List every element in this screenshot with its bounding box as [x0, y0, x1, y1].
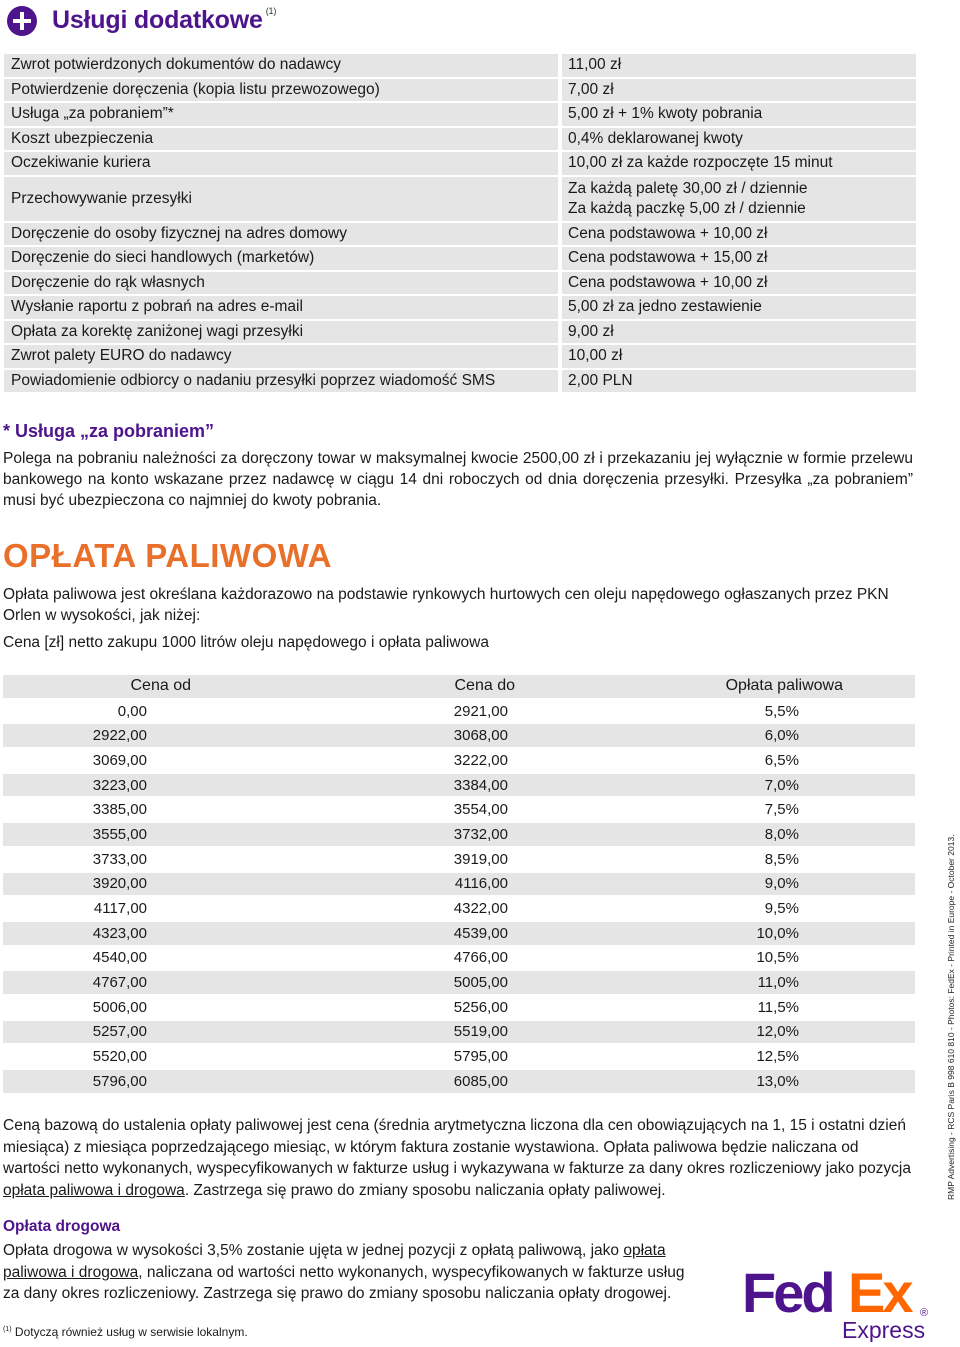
service-row: [4, 296, 916, 319]
table-row: [3, 798, 915, 821]
fuel-note-part: . Zastrzega się prawo do zmiany sposobu naliczania opłaty paliwowej.: [184, 1181, 666, 1199]
cell-price-from: 3920,00: [92, 875, 147, 893]
table-row: [3, 947, 915, 970]
table-row: [3, 1021, 915, 1044]
service-price: [562, 321, 916, 344]
cell-price-to: 3384,00: [453, 776, 508, 794]
cell-price-from: 3385,00: [92, 801, 147, 819]
cell-fuel-fee: 11,0%: [757, 974, 799, 992]
service-name: Opłata za korektę zaniżonej wagi przesyłki: [4, 321, 558, 344]
fuel-note-part: Ceną bazową do ustalenia opłaty paliwowej jest cena (średnia arytmetyczna liczona dla cen obowiązujących na 1, 15 i ostatni dzień miesiąca) z miesiąca poprzedzającego miesiąc, w którym faktura zostanie wystawiona. Opłata paliwowa będzie naliczana od wartości netto wykonanych, wyspecyfikowanych w fakturze usług i wykazywana w fakturze za dany okres rozliczeniowy jako pozycja: [3, 1117, 911, 1177]
cell-price-from: 5006,00: [92, 998, 147, 1016]
service-price: [562, 128, 916, 151]
service-price: [562, 370, 916, 393]
service-name: Zwrot potwierdzonych dokumentów do nadawcy: [4, 54, 558, 77]
table-row: [3, 922, 915, 945]
cell-price-from: 4767,00: [92, 974, 147, 992]
cell-fuel-fee: 12,0%: [756, 1023, 799, 1041]
fuel-section-title: OPŁATA PALIWOWA: [3, 537, 332, 574]
side-imprint-text: RMP Advertising - RCS Paris B 998 610 810 - Photos: FedEx - Printed in Europe - October 2013.: [946, 834, 956, 1200]
service-name: Doręczenie do rąk własnych: [4, 272, 558, 295]
service-price-line: Cena podstawowa + 15,00 zł: [568, 249, 768, 266]
cell-price-to: 5256,00: [453, 998, 508, 1016]
fuel-intro-text: Opłata paliwowa jest określana każdorazowo na podstawie rynkowych hurtowych cen oleju napędowego ogłaszanych przez PKN Orlen w wysokości, jak niżej:: [3, 586, 889, 624]
column-header-fuel-fee: Opłata paliwowa: [725, 677, 843, 695]
service-row: [4, 152, 916, 175]
cell-price-to: 4539,00: [453, 924, 508, 942]
logo-ex-text: Ex: [848, 1262, 911, 1324]
column-header-price-from: Cena od: [130, 677, 191, 695]
table-row: [3, 823, 915, 846]
page-title: [52, 6, 276, 35]
service-price-line: Cena podstawowa + 10,00 zł: [568, 224, 768, 242]
service-price: [562, 272, 916, 295]
table-row: [3, 873, 915, 896]
cell-price-from: 5520,00: [92, 1048, 147, 1066]
service-price-line: 10,00 zł: [568, 347, 623, 364]
cell-price-to: 3732,00: [453, 825, 508, 843]
cell-price-to: 5795,00: [453, 1048, 508, 1066]
logo-fed-text: Fed: [742, 1262, 833, 1324]
service-price-line: Za każdą paczkę 5,00 zł / dziennie: [568, 199, 806, 217]
cell-price-from: 4540,00: [92, 949, 147, 967]
service-name: Koszt ubezpieczenia: [4, 128, 558, 151]
service-name: Przechowywanie przesyłki: [4, 177, 558, 221]
cell-price-to: 4116,00: [454, 875, 508, 893]
service-name: Doręczenie do osoby fizycznej na adres domowy: [4, 223, 558, 246]
cell-price-from: 5257,00: [92, 1023, 147, 1041]
service-row: [4, 223, 916, 246]
service-price-line: Za każdą paletę 30,00 zł / dziennie: [568, 179, 808, 197]
road-fee-text: [3, 1240, 703, 1305]
service-row: [4, 321, 916, 344]
fuel-surcharge-table: [3, 675, 915, 1095]
cell-price-to: 3068,00: [453, 727, 508, 745]
fuel-note-text: [3, 1115, 913, 1201]
table-row: [3, 774, 915, 797]
service-price: [562, 152, 916, 175]
cell-price-from: 3223,00: [92, 776, 147, 794]
cell-price-to: 3554,00: [453, 801, 508, 819]
cell-fuel-fee: 11,5%: [757, 998, 799, 1016]
services-table: [4, 54, 916, 394]
service-price-line: 5,00 zł + 1% kwoty pobrania: [568, 105, 763, 122]
service-name: Zwrot palety EURO do nadawcy: [4, 345, 558, 368]
cell-price-to: 5005,00: [453, 974, 508, 992]
page-title-footnote-marker: (1): [265, 6, 277, 16]
road-fee-highlight: opłata paliwowa i drogowa: [3, 1242, 666, 1281]
cell-fuel-fee: 10,0%: [756, 924, 799, 942]
service-price-line: 7,00 zł: [568, 80, 614, 98]
cell-fuel-fee: 8,0%: [764, 825, 799, 843]
service-row: [4, 272, 916, 295]
cell-price-from: 4117,00: [93, 900, 147, 918]
fuel-table-body: [3, 700, 915, 1093]
cell-fuel-fee: 9,0%: [764, 875, 799, 893]
cell-fuel-fee: 9,5%: [764, 900, 799, 918]
table-row: [3, 1070, 915, 1093]
cell-price-to: 2921,00: [453, 702, 508, 720]
logo-registered-mark: ®: [920, 1307, 929, 1319]
service-price-line: 9,00 zł: [568, 322, 614, 340]
cell-price-from: 3555,00: [92, 825, 147, 843]
cell-price-from: 0,00: [117, 702, 147, 720]
table-row: [3, 749, 915, 772]
cell-price-to: 5519,00: [453, 1023, 508, 1041]
page-title-text: Usługi dodatkowe: [52, 6, 263, 34]
table-row: [3, 971, 915, 994]
road-fee-title: Opłata drogowa: [3, 1218, 121, 1235]
footnote-marker: (1): [3, 1326, 12, 1333]
cell-price-to: 6085,00: [453, 1072, 508, 1090]
table-row: [3, 700, 915, 723]
table-row: [3, 724, 915, 747]
service-row: [4, 103, 916, 126]
service-price: [562, 103, 916, 126]
cod-note-title: * Usługa „za pobraniem”: [3, 421, 215, 441]
table-row: [3, 1045, 915, 1068]
service-row: [4, 247, 916, 270]
service-price: [562, 247, 916, 270]
service-price: [562, 54, 916, 77]
cell-fuel-fee: 12,5%: [756, 1048, 799, 1066]
service-row: [4, 177, 916, 221]
column-header-price-to: Cena do: [454, 677, 515, 695]
service-price-line: 2,00 PLN: [568, 371, 633, 389]
service-price-line: 10,00 zł za każde rozpoczęte 15 minut: [568, 154, 833, 171]
cell-price-from: 3069,00: [92, 751, 147, 769]
cell-fuel-fee: 6,5%: [764, 751, 799, 769]
service-price: [562, 296, 916, 319]
cell-price-to: 4322,00: [453, 900, 508, 918]
service-name: Usługa „za pobraniem”*: [4, 103, 558, 126]
service-price-line: Cena podstawowa + 10,00 zł: [568, 273, 768, 291]
cell-price-from: 5796,00: [92, 1072, 147, 1090]
service-name: Wysłanie raportu z pobrań na adres e-mail: [4, 296, 558, 319]
road-fee-part: , naliczana od wartości netto wykonanych, wyspecyfikowanych w fakturze usług za dany okres rozliczeniowy. Zastrzega się prawo do zmiany sposobu naliczania opłaty drogowej.: [3, 1263, 685, 1302]
cell-fuel-fee: 5,5%: [764, 702, 799, 720]
cell-price-from: 4323,00: [92, 924, 147, 942]
fuel-note-highlight: opłata paliwowa i drogowa: [3, 1181, 185, 1199]
logo-express-text: Express: [842, 1317, 926, 1342]
cell-fuel-fee: 6,0%: [764, 727, 799, 745]
service-name: Potwierdzenie doręczenia (kopia listu przewozowego): [4, 79, 558, 102]
table-row: [3, 897, 915, 920]
service-price: [562, 345, 916, 368]
road-fee-part: Opłata drogowa w wysokości 3,5% zostanie ujęta w jednej pozycji z opłatą paliwową, jako: [3, 1242, 624, 1259]
cell-price-to: 4766,00: [453, 949, 508, 967]
service-row: [4, 79, 916, 102]
service-name: Doręczenie do sieci handlowych (marketów): [4, 247, 558, 270]
service-row: [4, 345, 916, 368]
service-row: [4, 128, 916, 151]
service-price: [562, 177, 916, 221]
cell-price-from: 3733,00: [92, 850, 147, 868]
cell-price-to: 3222,00: [453, 751, 508, 769]
service-price-line: 5,00 zł za jedno zestawienie: [568, 298, 762, 315]
service-price-line: 11,00 zł: [568, 56, 622, 73]
table-header-row: [3, 675, 915, 698]
cell-fuel-fee: 8,5%: [764, 850, 799, 868]
service-price: [562, 223, 916, 246]
cell-price-to: 3919,00: [453, 850, 508, 868]
cell-fuel-fee: 10,5%: [756, 949, 799, 967]
cod-note-text: Polega na pobraniu należności za doręczony towar w maksymalnej kwocie 2500,00 zł i przekazaniu jej wyłącznie w formie przelewu bankowego na konto wskazane przez nadawcę w ciągu 14 dni roboczych od dnia doręczenia przesyłki. Przesyłka „za pobraniem” musi być ubezpieczona co najmniej do kwoty pobrania.: [3, 450, 913, 509]
service-row: [4, 370, 916, 393]
service-name: Powiadomienie odbiorcy o nadaniu przesyłki poprzez wiadomość SMS: [4, 370, 558, 393]
service-name: Oczekiwanie kuriera: [4, 152, 558, 175]
footnote: [3, 1325, 248, 1339]
table-row: [3, 996, 915, 1019]
cell-fuel-fee: 7,0%: [764, 776, 799, 794]
cell-price-from: 2922,00: [92, 727, 147, 745]
service-price-line: 0,4% deklarowanej kwoty: [568, 129, 743, 147]
table-row: [3, 848, 915, 871]
footnote-text: Dotyczą również usług w serwisie lokalnym.: [14, 1325, 248, 1339]
service-row: [4, 54, 916, 77]
plus-icon: [7, 6, 37, 36]
service-price: [562, 79, 916, 102]
cell-fuel-fee: 7,5%: [764, 801, 799, 819]
fedex-express-logo: [742, 1262, 932, 1342]
fuel-table-caption: Cena [zł] netto zakupu 1000 litrów oleju napędowego i opłata paliwowa: [3, 634, 489, 651]
cell-fuel-fee: 13,0%: [756, 1072, 799, 1090]
